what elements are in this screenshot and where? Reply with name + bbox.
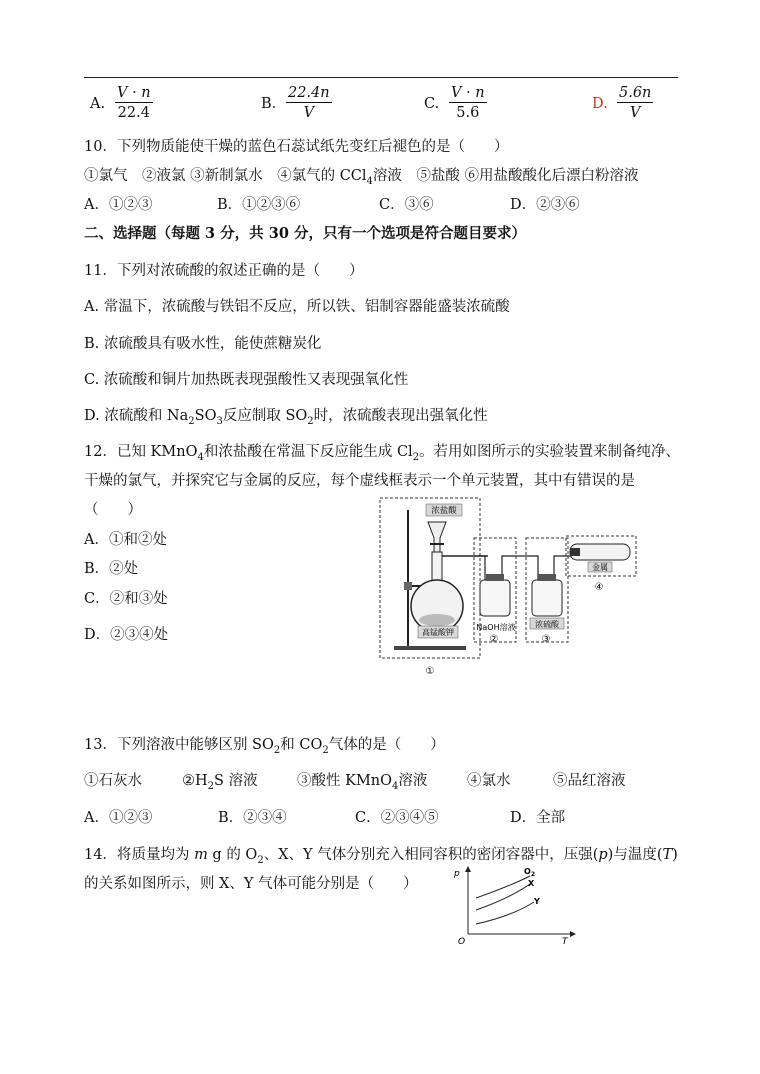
q9-opt-b-fraction <box>286 84 332 123</box>
q11-sub: 2 <box>188 415 195 427</box>
q9-opt-a-fraction <box>115 84 153 123</box>
q13-stem-part: 13．下列溶液中能够区别 SO <box>84 737 274 753</box>
label-metal: 金属 <box>592 563 608 572</box>
q12-stem-line3: （ ） <box>84 502 142 518</box>
q14-text: ) <box>672 847 678 863</box>
q9-opt-b-label: B. <box>261 96 277 112</box>
y-axis-label: p <box>454 869 460 879</box>
section-2-heading: 二、选择题（每题 3 分，共 30 分，只有一个选项是符合题目要求） <box>84 225 526 242</box>
q11-opt-d-part4: 时，浓硫酸表现出强氧化性 <box>313 408 488 424</box>
q10-items <box>84 164 639 187</box>
q14-text: 、X、Y 气体分别充入相同容积的密闭容器中，压强( <box>263 847 599 863</box>
wash-bottle-3 <box>532 580 562 616</box>
q10-opt-b: B．①②③⑥ <box>217 197 301 213</box>
q12-opt-d: D．②③④处 <box>84 627 169 643</box>
mark-1: ① <box>425 666 435 677</box>
bottle-3-stopper <box>538 574 556 581</box>
q13-stem-part: 气体的是（ ） <box>328 737 445 753</box>
tube-stopper <box>570 548 580 556</box>
q14-text: )与温度( <box>607 847 663 863</box>
q12-apparatus-figure <box>370 494 650 680</box>
q14-text: g 的 O <box>212 847 258 863</box>
q10-items-post: 溶液 ⑤盐酸 ⑥用盐酸酸化后漂白粉溶液 <box>372 168 639 184</box>
q11-opt-d-part3: 反应制取 SO <box>222 408 308 424</box>
q12-stem-line1 <box>84 440 680 463</box>
q12-sub: 2 <box>412 451 420 463</box>
q13-stem-part: 和 CO <box>280 737 323 753</box>
flask-contents <box>419 614 455 626</box>
q9-opt-a-num: V · n <box>117 85 151 101</box>
q9-opt-a-label: A. <box>90 96 106 112</box>
q13-sub: 4 <box>392 780 399 792</box>
q10-opt-c: C．③⑥ <box>379 197 434 213</box>
q9-opt-c-fraction <box>449 84 487 123</box>
q12-opt-b: B．②处 <box>84 561 139 577</box>
origin-label: O <box>458 937 466 946</box>
q13-opt-b: B．②③④ <box>218 810 287 826</box>
q14-var-p: p <box>598 847 608 863</box>
mark-4: ④ <box>594 582 604 593</box>
label-x: X <box>528 879 535 888</box>
q13-item-4: ④氯水 <box>467 773 511 789</box>
q12-line1-part: 和浓盐酸在常温下反应能生成 Cl <box>203 444 413 460</box>
curve-y <box>476 902 534 924</box>
q11-opt-b: B. 浓硫酸具有吸水性，能使蔗糖炭化 <box>84 336 322 352</box>
q13-sub: 2 <box>207 780 215 792</box>
q13-opt-d: D．全部 <box>510 810 566 826</box>
q10-items-sub: 4 <box>366 175 373 187</box>
label-y: Y <box>534 897 540 906</box>
q10-stem: 10．下列物质能使干燥的蓝色石蕊试纸先变红后褪色的是（ ） <box>84 139 509 155</box>
q9-opt-b-den: V <box>303 105 315 121</box>
q9-opt-b-num: 22.4n <box>288 85 330 101</box>
clamp <box>404 582 412 590</box>
label-naoh: NaOH溶液 <box>476 623 516 632</box>
y-axis-arrow <box>465 866 471 872</box>
curve-o2 <box>476 876 530 898</box>
q10-items-pre: ①氯气 ②液氯 ③新制氯水 ④氯气的 CCl <box>84 168 367 184</box>
q9-opt-d-label: D. <box>592 96 608 112</box>
q11-opt-d-part2: SO <box>194 408 217 424</box>
label-hcl: 浓盐酸 <box>431 506 457 516</box>
q10-opt-a: A．①②③ <box>84 197 153 213</box>
q13-item-3-part: ③酸性 KMnO <box>297 773 393 789</box>
q12-opt-c: C．②和③处 <box>84 591 168 607</box>
mark-2: ② <box>489 634 499 645</box>
q11-opt-d-part1: D. 浓硫酸和 Na <box>84 408 189 424</box>
q11-sub: 3 <box>216 415 223 427</box>
q11-stem: 11．下列对浓硫酸的叙述正确的是（ ） <box>84 263 364 279</box>
q14-stem-line2: 的关系如图所示，则 X、Y 气体可能分别是（ ） <box>84 876 418 892</box>
top-rule <box>84 77 678 78</box>
q9-opt-c-num: V · n <box>451 85 485 101</box>
q14-text: 14．将质量均为 <box>84 847 190 863</box>
q9-opt-d-den: V <box>629 105 641 121</box>
bottle-2-stopper <box>486 574 504 581</box>
q13-item-1: ①石灰水 <box>84 773 142 789</box>
q14-var-m: m <box>194 847 208 863</box>
x-axis-label: T <box>562 937 568 946</box>
q12-line1-part: 。若用如图所示的实验装置来制备纯净、 <box>419 444 681 460</box>
q9-opt-a-den: 22.4 <box>117 105 150 121</box>
q10-opt-d: D．②③⑥ <box>510 197 580 213</box>
q13-item-2 <box>182 769 258 792</box>
q14-sub: 2 <box>257 854 264 866</box>
wash-bottle-2 <box>480 580 510 616</box>
q12-stem-line2: 干燥的氯气，并探究它与金属的反应，每个虚线框表示一个单元装置，其中有错误的是 <box>84 473 635 489</box>
q9-opt-d-num: 5.6n <box>619 85 652 101</box>
q12-opt-a: A．①和②处 <box>84 532 167 548</box>
q11-opt-a: A. 常温下，浓硫酸与铁铝不反应，所以铁、铝制容器能盛装浓硫酸 <box>84 299 510 315</box>
q11-sub: 2 <box>307 415 314 427</box>
stand-base <box>394 646 466 650</box>
q14-pressure-temperature-graph <box>450 862 580 946</box>
q13-sub: 2 <box>273 744 281 756</box>
flask-neck <box>432 552 442 582</box>
q13-item-3-part: 溶液 <box>398 773 428 789</box>
q13-item-2-part: S 溶液 <box>214 773 258 789</box>
label-o2-text: O <box>524 867 531 876</box>
label-o2-sub: 2 <box>530 871 535 878</box>
q13-sub: 2 <box>322 744 329 756</box>
q13-item-3 <box>297 769 427 792</box>
q12-sub: 4 <box>197 451 204 463</box>
q9-opt-c-label: C. <box>424 96 440 112</box>
q11-opt-d <box>84 404 488 427</box>
q9-opt-d-fraction <box>617 84 653 123</box>
q11-opt-c: C. 浓硫酸和铜片加热既表现强酸性又表现强氧化性 <box>84 372 409 388</box>
q13-item-5: ⑤品红溶液 <box>553 773 626 789</box>
q13-stem <box>84 733 445 756</box>
q13-opt-a: A．①②③ <box>84 810 153 826</box>
q14-var-T: T <box>662 847 673 863</box>
separatory-funnel <box>428 522 446 552</box>
q13-item-2-part: ②H <box>182 773 208 789</box>
x-axis-arrow <box>570 931 576 937</box>
q9-opt-c-den: 5.6 <box>456 105 480 121</box>
label-kmno4: 高锰酸钾 <box>422 628 454 637</box>
q13-opt-c: C．②③④⑤ <box>355 810 439 826</box>
q14-stem-line1 <box>84 843 678 866</box>
label-h2so4: 浓硫酸 <box>535 620 559 629</box>
mark-3: ③ <box>541 634 551 645</box>
q12-line1-part: 12．已知 KMnO <box>84 444 198 460</box>
